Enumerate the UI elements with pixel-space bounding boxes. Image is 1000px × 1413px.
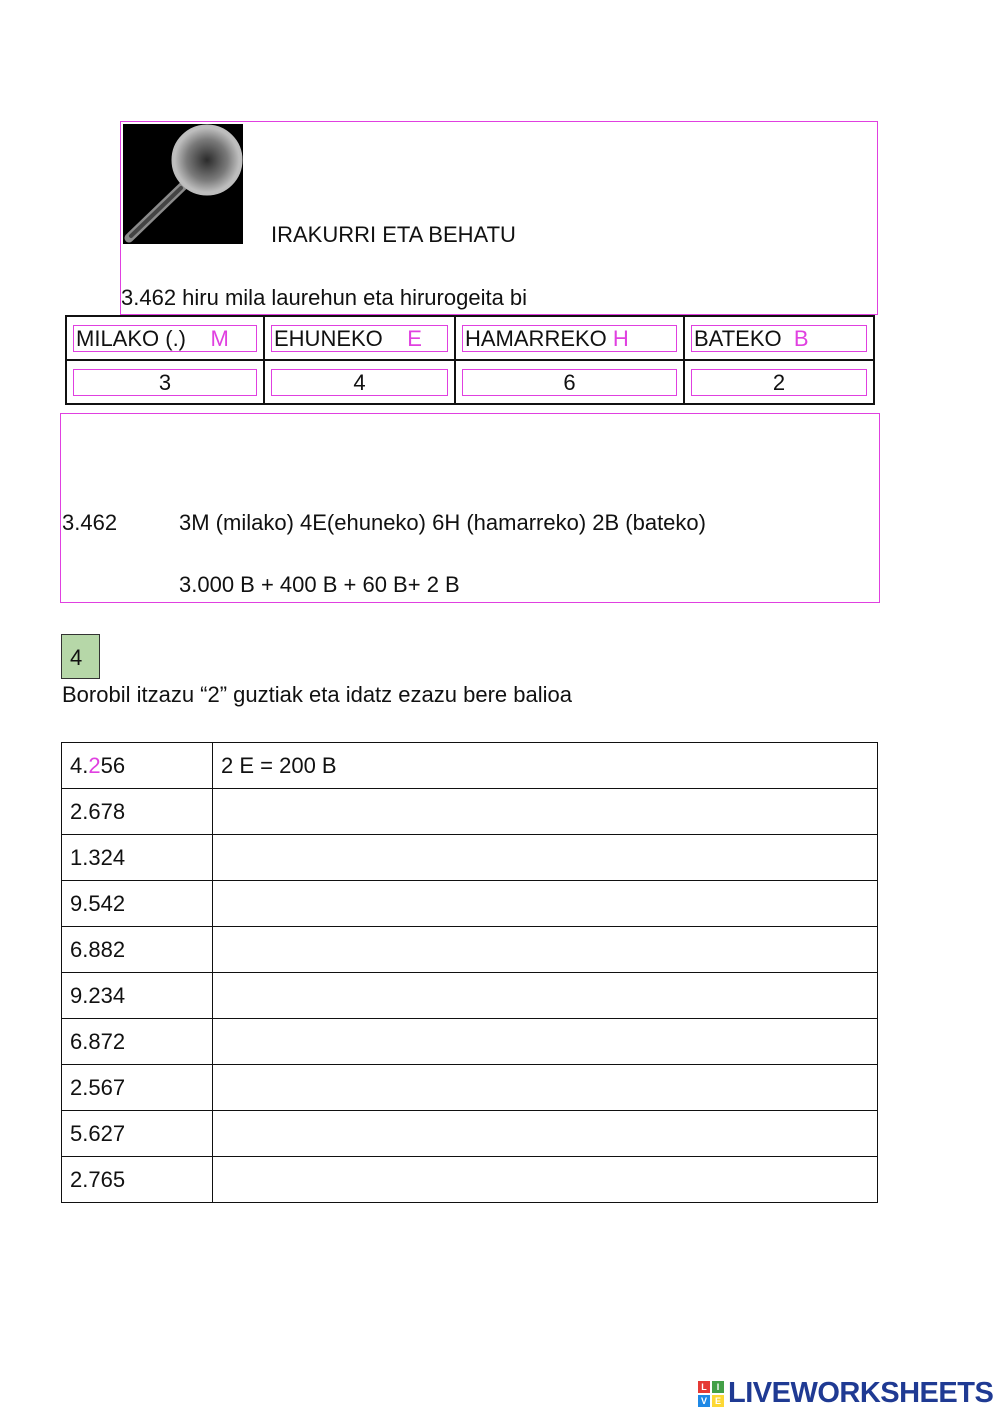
table-row bbox=[62, 1157, 878, 1203]
answer-cell[interactable] bbox=[213, 881, 878, 927]
answer-cell[interactable] bbox=[213, 1019, 878, 1065]
header-field-ehuneko: EHUNEKO E bbox=[271, 325, 448, 352]
header-field-milako: MILAKO (.) M bbox=[73, 325, 257, 352]
exercise-instruction: Borobil itzazu “2” guztiak eta idatz ezazu bere balioa bbox=[62, 682, 572, 707]
value-field-ehuneko[interactable]: 4 bbox=[271, 369, 448, 396]
header-cell-milako bbox=[66, 316, 264, 360]
header-cell-hamarreko bbox=[455, 316, 684, 360]
value-cell-bateko bbox=[684, 360, 874, 404]
answer-cell[interactable] bbox=[213, 1065, 878, 1111]
header-cell-bateko bbox=[684, 316, 874, 360]
header-field-hamarreko: HAMARREKO H bbox=[462, 325, 677, 352]
value-cell-hamarreko bbox=[455, 360, 684, 404]
table-row bbox=[62, 1065, 878, 1111]
value-cell-ehuneko bbox=[264, 360, 455, 404]
decomposition-sum: 3.000 B + 400 B + 60 B+ 2 B bbox=[179, 572, 460, 597]
circled-digit: 2 bbox=[88, 752, 101, 778]
table-row bbox=[62, 835, 878, 881]
number-cell: 2.765 bbox=[62, 1157, 213, 1203]
answer-cell[interactable] bbox=[213, 835, 878, 881]
place-value-header-row bbox=[66, 316, 874, 360]
intro-example-text: 3.462 hiru mila laurehun eta hirurogeita bi bbox=[121, 285, 528, 310]
table-row bbox=[62, 789, 878, 835]
header-cell-ehuneko bbox=[264, 316, 455, 360]
place-value-table bbox=[65, 315, 875, 405]
table-row bbox=[62, 1111, 878, 1157]
number-cell: 2.678 bbox=[62, 789, 213, 835]
answer-cell[interactable] bbox=[213, 973, 878, 1019]
decomposition-places: 3M (milako) 4E(ehuneko) 6H (hamarreko) 2B (bateko) bbox=[179, 510, 706, 535]
exercise-table bbox=[61, 742, 878, 1203]
logo-text: LIVEWORKSHEETS bbox=[728, 1377, 994, 1409]
number-cell: 9.234 bbox=[62, 973, 213, 1019]
exercise-number-badge: 4 bbox=[61, 634, 100, 679]
value-field-bateko[interactable]: 2 bbox=[691, 369, 867, 396]
table-row bbox=[62, 973, 878, 1019]
number-cell: 6.872 bbox=[62, 1019, 213, 1065]
table-row bbox=[62, 743, 878, 789]
magnifying-glass-icon bbox=[123, 124, 243, 244]
header-field-bateko: BATEKO B bbox=[691, 325, 867, 352]
number-cell: 2.567 bbox=[62, 1065, 213, 1111]
liveworksheets-logo bbox=[698, 1377, 993, 1411]
place-value-values-row bbox=[66, 360, 874, 404]
intro-title: IRAKURRI ETA BEHATU bbox=[271, 222, 516, 247]
number-cell: 5.627 bbox=[62, 1111, 213, 1157]
decomposition-number: 3.462 bbox=[62, 510, 118, 535]
number-cell: 4.256 bbox=[62, 743, 213, 789]
number-cell: 9.542 bbox=[62, 881, 213, 927]
value-cell-milako bbox=[66, 360, 264, 404]
number-cell: 6.882 bbox=[62, 927, 213, 973]
value-field-hamarreko[interactable]: 6 bbox=[462, 369, 677, 396]
answer-cell[interactable] bbox=[213, 1111, 878, 1157]
table-row bbox=[62, 881, 878, 927]
table-row bbox=[62, 1019, 878, 1065]
answer-cell[interactable]: 2 E = 200 B bbox=[213, 743, 878, 789]
logo-grid-icon: L I V E bbox=[698, 1381, 724, 1407]
answer-cell[interactable] bbox=[213, 927, 878, 973]
number-cell: 1.324 bbox=[62, 835, 213, 881]
answer-cell[interactable] bbox=[213, 1157, 878, 1203]
table-row bbox=[62, 927, 878, 973]
value-field-milako[interactable]: 3 bbox=[73, 369, 257, 396]
answer-cell[interactable] bbox=[213, 789, 878, 835]
